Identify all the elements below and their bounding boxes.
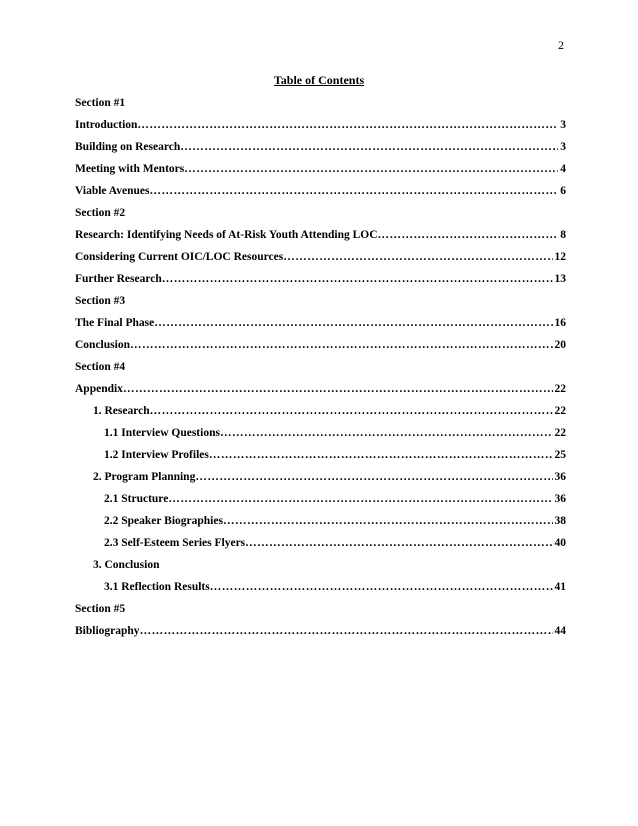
toc-section-heading bbox=[75, 96, 566, 118]
toc-entry-label: Further Research bbox=[75, 273, 162, 285]
toc-dot-leader bbox=[223, 514, 553, 529]
toc-dot-leader bbox=[378, 228, 559, 243]
toc-page-number: 38 bbox=[554, 515, 566, 527]
toc-dot-leader bbox=[140, 624, 553, 639]
toc-page-number: 41 bbox=[554, 581, 566, 593]
toc-page-number: 44 bbox=[554, 625, 566, 637]
toc-entry-label: 1.1 Interview Questions bbox=[104, 427, 220, 439]
toc-entry-label: 1.2 Interview Profiles bbox=[104, 449, 209, 461]
table-of-contents bbox=[75, 96, 566, 646]
toc-page-number: 25 bbox=[554, 449, 566, 461]
toc-entry-label: 2.2 Speaker Biographies bbox=[104, 515, 223, 527]
toc-entry-label: Introduction bbox=[75, 119, 138, 131]
toc-section-heading bbox=[75, 558, 566, 580]
toc-entry-label: The Final Phase bbox=[75, 317, 155, 329]
toc-dot-leader bbox=[283, 250, 552, 265]
toc-entry bbox=[75, 624, 566, 646]
toc-entry-label: Conclusion bbox=[75, 339, 130, 351]
toc-page-number: 3 bbox=[560, 141, 566, 153]
toc-entry bbox=[75, 448, 566, 470]
toc-dot-leader bbox=[210, 580, 553, 595]
toc-entry-label: Research: Identifying Needs of At-Risk Youth Attending LOC bbox=[75, 229, 378, 241]
toc-dot-leader bbox=[162, 272, 553, 287]
toc-entry bbox=[75, 272, 566, 294]
toc-page-number: 8 bbox=[560, 229, 566, 241]
toc-dot-leader bbox=[130, 338, 553, 353]
toc-entry-label: Viable Avenues bbox=[75, 185, 150, 197]
toc-entry-label: 3.1 Reflection Results bbox=[104, 581, 210, 593]
toc-entry bbox=[75, 316, 566, 338]
toc-page-number: 22 bbox=[554, 427, 566, 439]
toc-entry bbox=[75, 338, 566, 360]
toc-section-heading bbox=[75, 206, 566, 228]
toc-section-heading bbox=[75, 294, 566, 316]
toc-page-number: 13 bbox=[554, 273, 566, 285]
toc-page-number: 36 bbox=[554, 471, 566, 483]
toc-page-number: 16 bbox=[554, 317, 566, 329]
toc-dot-leader bbox=[168, 492, 552, 507]
toc-entry-label: Bibliography bbox=[75, 625, 140, 637]
toc-page-number: 3 bbox=[560, 119, 566, 131]
toc-section-label: Section #5 bbox=[75, 603, 126, 615]
toc-entry-label: Considering Current OIC/LOC Resources bbox=[75, 251, 284, 263]
toc-dot-leader bbox=[184, 162, 558, 177]
toc-entry bbox=[75, 404, 566, 426]
toc-dot-leader bbox=[220, 426, 553, 441]
toc-entry bbox=[75, 162, 566, 184]
toc-section-heading bbox=[75, 360, 566, 382]
toc-dot-leader bbox=[149, 184, 558, 199]
toc-entry bbox=[75, 250, 566, 272]
toc-page-number: 12 bbox=[554, 251, 566, 263]
toc-section-label: Section #4 bbox=[75, 361, 126, 373]
toc-entry bbox=[75, 536, 566, 558]
toc-entry-label: 1. Research bbox=[93, 405, 150, 417]
toc-entry-label: Meeting with Mentors bbox=[75, 163, 185, 175]
toc-entry-label: 2.3 Self-Esteem Series Flyers bbox=[104, 537, 246, 549]
toc-dot-leader bbox=[154, 316, 552, 331]
toc-entry-label: Appendix bbox=[75, 383, 123, 395]
toc-page-number: 40 bbox=[554, 537, 566, 549]
toc-entry bbox=[75, 228, 566, 250]
toc-entry bbox=[75, 580, 566, 602]
toc-entry-label: 2.1 Structure bbox=[104, 493, 169, 505]
toc-entry bbox=[75, 140, 566, 162]
toc-page-number: 6 bbox=[560, 185, 566, 197]
toc-section-label: Section #3 bbox=[75, 295, 126, 307]
toc-entry-label: 2. Program Planning bbox=[93, 471, 196, 483]
toc-entry bbox=[75, 426, 566, 448]
toc-entry bbox=[75, 514, 566, 536]
toc-dot-leader bbox=[123, 382, 553, 397]
toc-title: Table of Contents bbox=[273, 73, 365, 87]
toc-page-number: 4 bbox=[560, 163, 566, 175]
toc-page-number: 36 bbox=[554, 493, 566, 505]
toc-page-number: 22 bbox=[554, 405, 566, 417]
toc-entry bbox=[75, 492, 566, 514]
toc-section-heading bbox=[75, 602, 566, 624]
toc-dot-leader bbox=[137, 118, 558, 133]
toc-entry bbox=[75, 118, 566, 140]
toc-page-number: 20 bbox=[554, 339, 566, 351]
toc-section-label: Section #1 bbox=[75, 97, 126, 109]
toc-dot-leader bbox=[245, 536, 552, 551]
toc-section-label: 3. Conclusion bbox=[93, 559, 160, 571]
toc-entry-label: Building on Research bbox=[75, 141, 181, 153]
toc-entry bbox=[75, 184, 566, 206]
toc-entry bbox=[75, 382, 566, 404]
page-number: 2 bbox=[558, 38, 564, 52]
toc-dot-leader bbox=[195, 470, 552, 485]
toc-dot-leader bbox=[150, 404, 553, 419]
toc-dot-leader bbox=[209, 448, 553, 463]
toc-entry bbox=[75, 470, 566, 492]
toc-page-number: 22 bbox=[554, 383, 566, 395]
toc-dot-leader bbox=[180, 140, 558, 155]
toc-section-label: Section #2 bbox=[75, 207, 126, 219]
